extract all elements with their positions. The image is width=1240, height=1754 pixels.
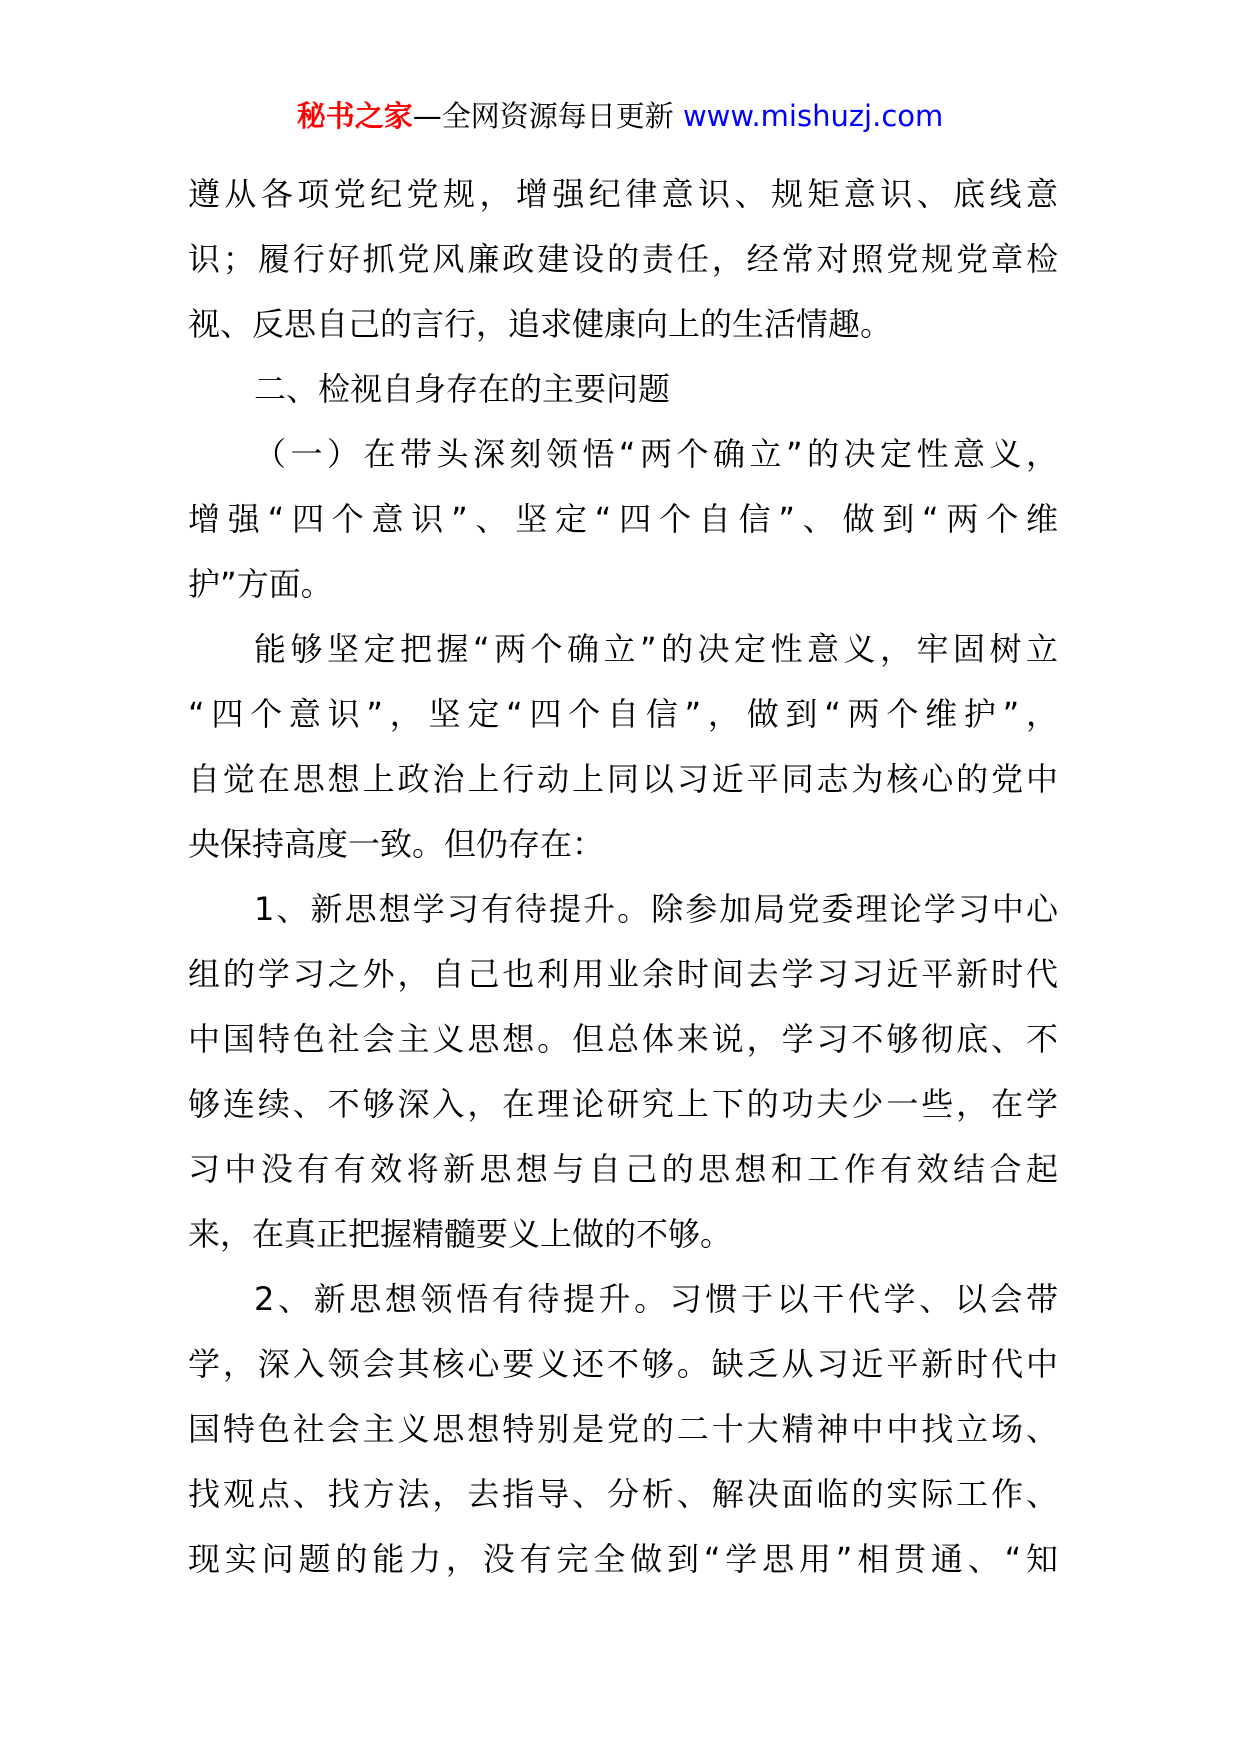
text-line: 2、新思想领悟有待提升。习惯于以干代学、以会带 <box>254 1280 1058 1318</box>
text-line: 央保持高度一致。但仍存在： <box>188 825 605 863</box>
site-header <box>0 98 1240 134</box>
site-tagline: —全网资源每日更新 <box>412 99 683 133</box>
text-line: 国特色社会主义思想特别是党的二十大精神中中找立场、 <box>188 1410 1058 1448</box>
site-brand: 秘书之家 <box>296 99 413 133</box>
text-line: 识；履行好抓党风廉政建设的责任，经常对照党规党章检 <box>188 240 1058 278</box>
text-line: 护”方面。 <box>188 565 333 603</box>
text-line: 自觉在思想上政治上行动上同以习近平同志为核心的党中 <box>188 760 1058 798</box>
text-line: （一）在带头深刻领悟“两个确立”的决定性意义， <box>254 435 1058 473</box>
text-line: “四个意识”，坚定“四个自信”，做到“两个维护”， <box>188 695 1058 733</box>
text-line: 习中没有有效将新思想与自己的思想和工作有效结合起 <box>188 1150 1058 1188</box>
text-line: 现实问题的能力，没有完全做到“学思用”相贯通、“知 <box>188 1540 1058 1578</box>
text-line: 遵从各项党纪党规，增强纪律意识、规矩意识、底线意 <box>188 175 1058 213</box>
text-line: 找观点、找方法，去指导、分析、解决面临的实际工作、 <box>188 1475 1058 1513</box>
text-line: 学，深入领会其核心要义还不够。缺乏从习近平新时代中 <box>188 1345 1058 1383</box>
text-line: 增强“四个意识”、坚定“四个自信”、做到“两个维 <box>188 500 1058 538</box>
text-line: 组的学习之外，自己也利用业余时间去学习习近平新时代 <box>188 955 1058 993</box>
document-body <box>188 162 1058 1592</box>
text-line: 能够坚定把握“两个确立”的决定性意义，牢固树立 <box>254 630 1058 668</box>
text-line: 二、检视自身存在的主要问题 <box>254 370 671 408</box>
text-line: 够连续、不够深入，在理论研究上下的功夫少一些，在学 <box>188 1085 1058 1123</box>
text-line: 1、新思想学习有待提升。除参加局党委理论学习中心 <box>254 890 1058 928</box>
text-line: 中国特色社会主义思想。但总体来说，学习不够彻底、不 <box>188 1020 1058 1058</box>
site-url-link[interactable]: www.mishuzj.com <box>682 99 944 133</box>
text-line: 来，在真正把握精髓要义上做的不够。 <box>188 1215 733 1253</box>
text-line: 视、反思自己的言行，追求健康向上的生活情趣。 <box>188 305 893 343</box>
